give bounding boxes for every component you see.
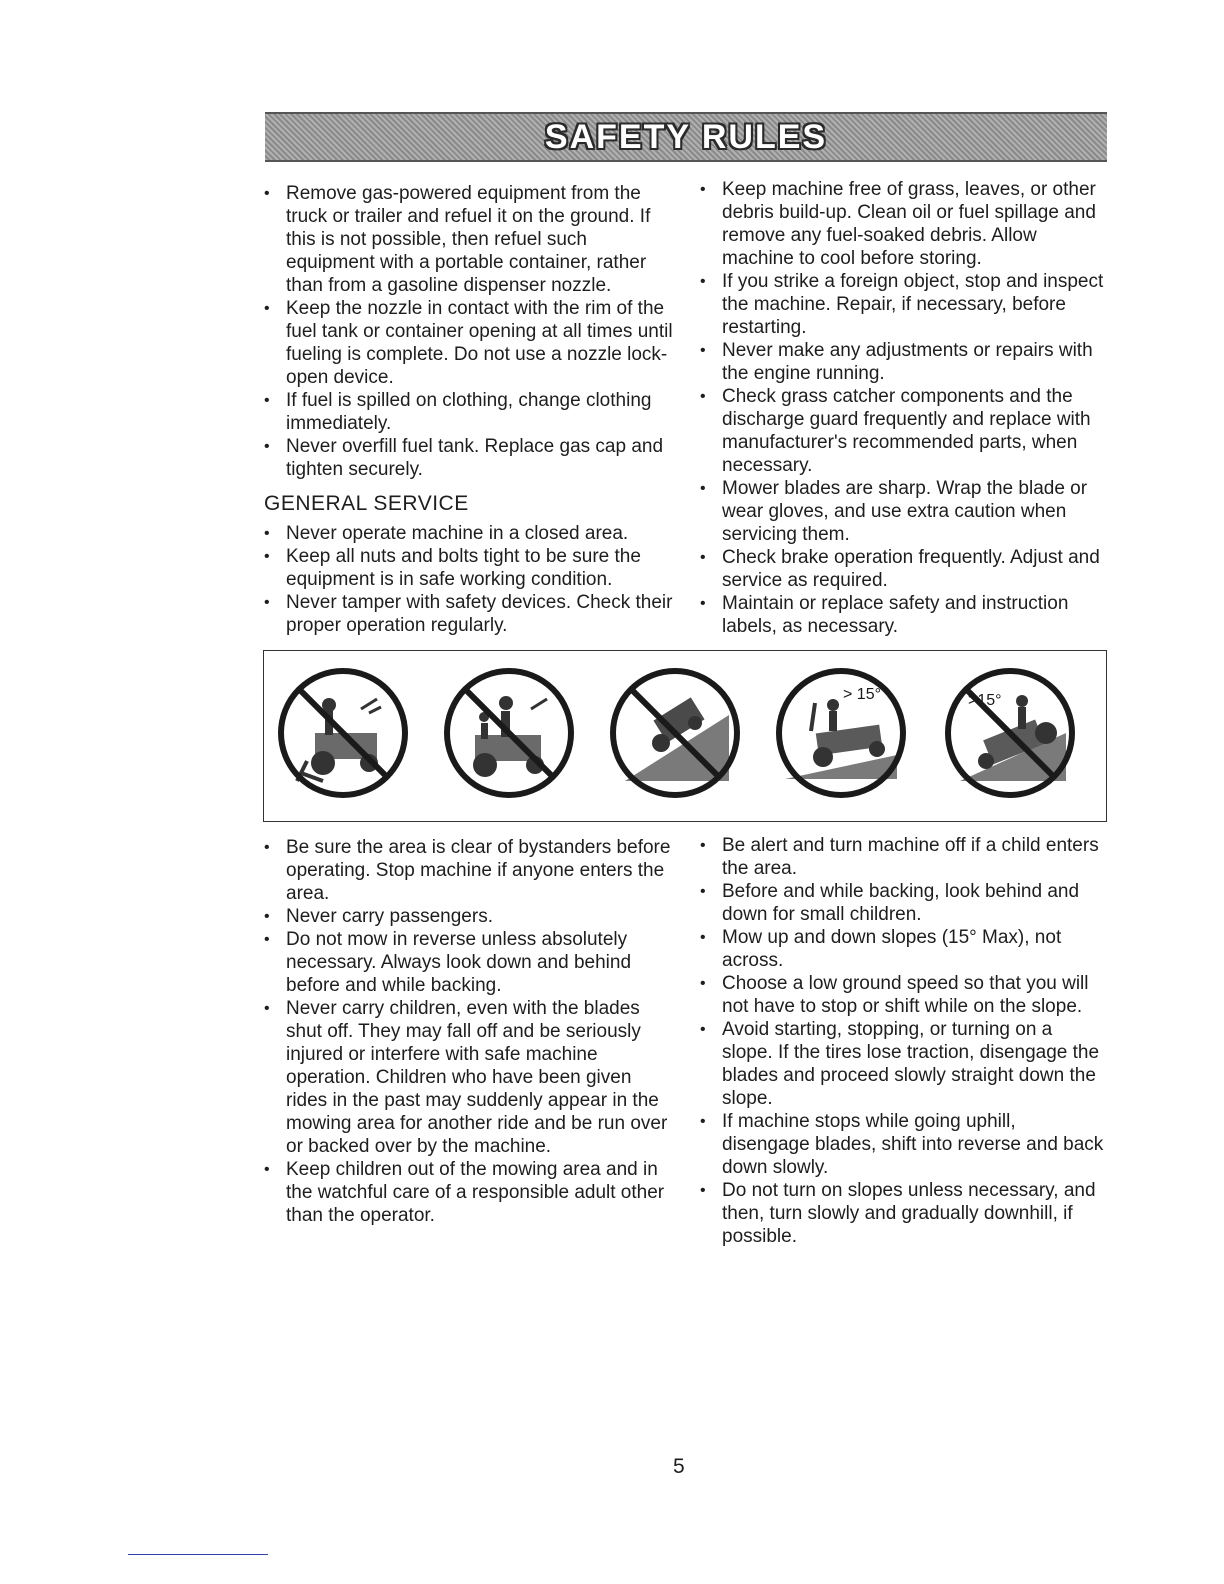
fueling-rules-list	[264, 182, 676, 481]
top-left-column	[264, 182, 676, 637]
slope-limit-icon	[771, 663, 911, 803]
list-item: • Maintain or replace safety and instruction labels, as necessary.	[700, 592, 1108, 638]
slope-rules-list	[700, 834, 1108, 1248]
list-item: • If you strike a foreign object, stop and inspect the machine. Repair, if necessary, before restarting.	[700, 270, 1108, 339]
list-item: • Keep all nuts and bolts tight to be sure the equipment is in safe working condition.	[264, 545, 676, 591]
list-item: • Check grass catcher components and the discharge guard frequently and replace with manufacturer's recommended parts, when necessary.	[700, 385, 1108, 477]
list-item: • Never carry passengers.	[264, 905, 676, 928]
list-item: • Be alert and turn machine off if a child enters the area.	[700, 834, 1108, 880]
no-passengers-icon	[439, 663, 579, 803]
slope-angle-label-2: >15°	[968, 692, 1002, 709]
list-item: • Avoid starting, stopping, or turning on a slope. If the tires lose traction, disengage the blades and proceed slowly straight down the slope.	[700, 1018, 1108, 1110]
bottom-right-column	[700, 834, 1108, 1248]
list-item: • Keep children out of the mowing area and in the watchful care of a responsible adult other than the operator.	[264, 1158, 676, 1227]
list-item: • If machine stops while going uphill, disengage blades, shift into reverse and back down slowly.	[700, 1110, 1108, 1179]
list-item: • Never make any adjustments or repairs with the engine running.	[700, 339, 1108, 385]
section-heading-general-service: GENERAL SERVICE	[264, 492, 469, 515]
list-item: • If fuel is spilled on clothing, change clothing immediately.	[264, 389, 676, 435]
list-item: • Mow up and down slopes (15° Max), not across.	[700, 926, 1108, 972]
list-item: • Be sure the area is clear of bystanders before operating. Stop machine if anyone enters the area.	[264, 836, 676, 905]
section-banner	[265, 112, 1107, 162]
bottom-left-column	[264, 836, 676, 1227]
list-item: • Before and while backing, look behind and down for small children.	[700, 880, 1108, 926]
maintenance-rules-list	[700, 178, 1108, 638]
list-item: • Keep machine free of grass, leaves, or other debris build-up. Clean oil or fuel spillage and remove any fuel-soaked debris. Allow machine to cool before storing.	[700, 178, 1108, 270]
general-service-list	[264, 522, 676, 637]
footer-rule	[128, 1554, 268, 1555]
list-item: • Never tamper with safety devices. Check their proper operation regularly.	[264, 591, 676, 637]
list-item: • Never overfill fuel tank. Replace gas cap and tighten securely.	[264, 435, 676, 481]
list-item: • Check brake operation frequently. Adjust and service as required.	[700, 546, 1108, 592]
bystander-rules-list	[264, 836, 676, 1227]
slope-angle-label-1: > 15°	[843, 686, 881, 703]
list-item: • Never carry children, even with the blades shut off. They may fall off and be seriously injured or interfere with safe machine operation. Children who have been given rides in the past may suddenly appear in the mowing area for another ride and be run over or backed over by the machine.	[264, 997, 676, 1158]
list-item: • Remove gas-powered equipment from the truck or trailer and refuel it on the ground. If this is not possible, then refuel such equipment with a portable container, rather than from a gasoline dispenser nozzle.	[264, 182, 676, 297]
list-item: • Choose a low ground speed so that you will not have to stop or shift while on the slope.	[700, 972, 1108, 1018]
no-steep-slope-icon	[605, 663, 745, 803]
page-number: 5	[673, 1455, 685, 1478]
page-title: SAFETY RULES	[544, 117, 828, 156]
no-bystanders-icon	[273, 663, 413, 803]
top-right-column	[700, 178, 1108, 638]
list-item: • Do not turn on slopes unless necessary, and then, turn slowly and gradually downhill, if possible.	[700, 1179, 1108, 1248]
list-item: • Keep the nozzle in contact with the rim of the fuel tank or container opening at all times until fueling is complete. Do not use a nozzle lock-open device.	[264, 297, 676, 389]
list-item: • Never operate machine in a closed area.	[264, 522, 676, 545]
list-item: • Mower blades are sharp. Wrap the blade or wear gloves, and use extra caution when servicing them.	[700, 477, 1108, 546]
safety-pictogram-strip	[263, 650, 1107, 822]
list-item: • Do not mow in reverse unless absolutely necessary. Always look down and behind before and while backing.	[264, 928, 676, 997]
no-side-slope-icon	[940, 663, 1080, 803]
